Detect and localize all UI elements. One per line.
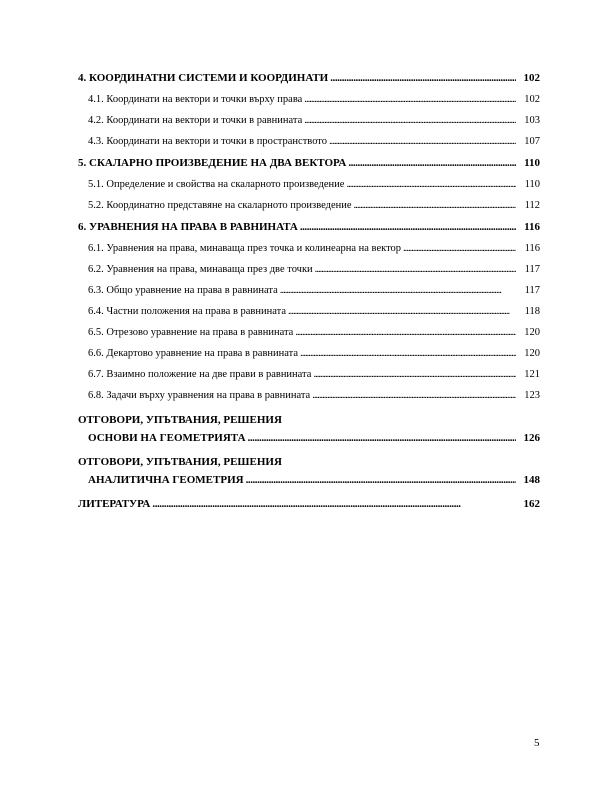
toc-section-5-1[interactable]: [78, 179, 540, 191]
toc-entry-page: 110: [524, 157, 540, 169]
toc-entry-page: 148: [523, 474, 540, 486]
toc-section-6-7[interactable]: [78, 369, 540, 381]
toc-entry-title: 5.1. Определение и свойства на скаларното произведение: [88, 179, 345, 190]
toc-section-6-5[interactable]: [78, 327, 540, 339]
dot-leader: [295, 327, 516, 339]
toc-section-4-3[interactable]: [78, 136, 540, 148]
toc-entry-title: 6.6. Декартово уравнение на права в равнината: [88, 348, 299, 359]
toc-entry-title: 6.1. Уравнения на права, минаваща през точка и колинеарна на вектор: [88, 243, 402, 254]
toc-section-6-4[interactable]: [78, 306, 540, 318]
page-number: 5: [534, 737, 540, 749]
toc-literature[interactable]: [78, 498, 540, 510]
toc-entry-page: 162: [523, 498, 540, 510]
toc-entry-title: 6.4. Частни положения на права в равнината: [88, 306, 287, 317]
dot-leader: [354, 200, 516, 212]
dot-leader: [280, 285, 516, 297]
toc-chapter-4[interactable]: [78, 72, 540, 84]
dot-leader: [313, 369, 516, 381]
dot-leader: [315, 264, 516, 276]
dot-leader: [300, 221, 516, 233]
toc-entry-title: 4.2. Координати на вектори и точки в равнината: [88, 115, 303, 126]
toc-answers-analytic[interactable]: [78, 474, 540, 486]
dot-leader: [346, 179, 516, 191]
toc-chapter-6[interactable]: [78, 221, 540, 233]
toc-entry-title: АНАЛИТИЧНА ГЕОМЕТРИЯ: [88, 474, 244, 486]
toc-entry-title: 5.2. Координатно представяне на скаларното произведение: [88, 200, 352, 211]
toc-entry-page: 103: [524, 115, 540, 126]
dot-leader: [403, 243, 516, 255]
toc-entry-title: 6.7. Взаимно положение на две прави в равнината: [88, 369, 312, 380]
dot-leader: [312, 390, 516, 402]
toc-entry-title: 4. КООРДИНАТНИ СИСТЕМИ И КООРДИНАТИ: [78, 72, 329, 84]
toc-entry-page: 116: [524, 221, 540, 233]
toc-entry-page: 102: [523, 72, 540, 84]
dot-leader: [246, 474, 516, 486]
dot-leader: [300, 348, 516, 360]
toc-section-6-1[interactable]: [78, 243, 540, 255]
toc-entry-title: 6.2. Уравнения на права, минаваща през две точки: [88, 264, 313, 275]
toc-section-6-8[interactable]: [78, 390, 540, 402]
toc-section-6-2[interactable]: [78, 264, 540, 276]
toc-answers-geometry[interactable]: [78, 432, 540, 444]
toc-entry-page: 116: [524, 243, 540, 254]
toc-entry-page: 117: [524, 264, 540, 275]
toc-entry-title: ОСНОВИ НА ГЕОМЕТРИЯТА: [88, 432, 246, 444]
table-of-contents: [78, 64, 540, 510]
toc-entry-title: 6.3. Общо уравнение на права в равнината: [88, 285, 278, 296]
toc-section-6-6[interactable]: [78, 348, 540, 360]
toc-entry-page: 118: [524, 306, 540, 317]
toc-entry-page: 107: [524, 136, 540, 147]
dot-leader: [248, 432, 516, 444]
toc-entry-page: 120: [524, 348, 540, 359]
toc-entry-title: 4.1. Координати на вектори и точки върху права: [88, 94, 303, 105]
dot-leader: [348, 157, 516, 169]
toc-entry-page: 121: [524, 369, 540, 380]
toc-entry-title: 5. СКАЛАРНО ПРОИЗВЕДЕНИЕ НА ДВА ВЕКТОРА: [78, 157, 347, 169]
toc-entry-title: ЛИТЕРАТУРА: [78, 498, 151, 510]
dot-leader: [304, 115, 516, 127]
toc-entry-title: 6.8. Задачи върху уравнения на права в равнината: [88, 390, 311, 401]
toc-section-5-2[interactable]: [78, 200, 540, 212]
toc-answers-geometry-heading: ОТГОВОРИ, УПЪТВАНИЯ, РЕШЕНИЯ: [78, 414, 282, 426]
toc-section-4-1[interactable]: [78, 94, 540, 106]
toc-section-6-3[interactable]: [78, 285, 540, 297]
toc-answers-analytic-heading: ОТГОВОРИ, УПЪТВАНИЯ, РЕШЕНИЯ: [78, 456, 282, 468]
dot-leader: [329, 136, 516, 148]
toc-entry-page: 117: [524, 285, 540, 296]
toc-chapter-5[interactable]: [78, 157, 540, 169]
toc-entry-page: 110: [524, 179, 540, 190]
toc-entry-page: 126: [523, 432, 540, 444]
toc-entry-page: 120: [524, 327, 540, 338]
toc-entry-page: 123: [524, 390, 540, 401]
toc-entry-title: 4.3. Координати на вектори и точки в пространството: [88, 136, 328, 147]
dot-leader: [304, 94, 516, 106]
dot-leader: [152, 498, 516, 510]
dot-leader: [288, 306, 516, 318]
toc-entry-title: 6.5. Отрезово уравнение на права в равнината: [88, 327, 294, 338]
toc-entry-page: 102: [524, 94, 540, 105]
dot-leader: [330, 72, 516, 84]
toc-entry-title: 6. УРАВНЕНИЯ НА ПРАВА В РАВНИНАТА: [78, 221, 298, 233]
toc-section-4-2[interactable]: [78, 115, 540, 127]
toc-entry-page: 112: [524, 200, 540, 211]
